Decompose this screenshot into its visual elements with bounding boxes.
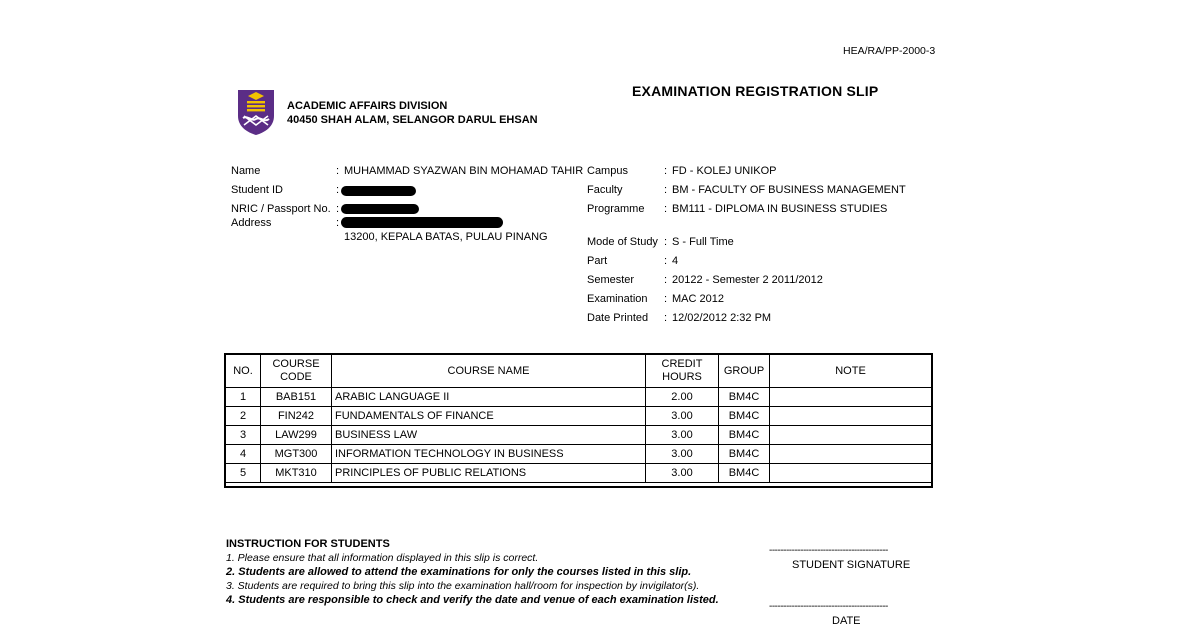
cell-credit: 3.00	[646, 445, 719, 464]
colon: :	[664, 274, 668, 286]
colon: :	[664, 203, 668, 215]
instruction-item: 4. Students are responsible to check and verify the date and venue of each examination listed.	[226, 594, 719, 606]
header-no: NO.	[225, 354, 261, 388]
cell-group: BM4C	[719, 407, 770, 426]
programme-label: Programme	[587, 203, 645, 215]
header-group: GROUP	[719, 354, 770, 388]
mode-value: S - Full Time	[672, 236, 734, 248]
cell-credit: 3.00	[646, 464, 719, 483]
cell-credit: 3.00	[646, 426, 719, 445]
part-label: Part	[587, 255, 608, 267]
faculty-label: Faculty	[587, 184, 623, 196]
nric-label: NRIC / Passport No.	[231, 203, 331, 215]
table-footer-spacer	[225, 483, 932, 488]
instruction-item: 2. Students are allowed to attend the examinations for only the courses listed in this slip.	[226, 566, 692, 578]
cell-group: BM4C	[719, 426, 770, 445]
header-note: NOTE	[770, 354, 933, 388]
programme-value: BM111 - DIPLOMA IN BUSINESS STUDIES	[672, 203, 888, 215]
cell-no: 4	[225, 445, 261, 464]
cell-course-code: MGT300	[261, 445, 332, 464]
division-address: 40450 SHAH ALAM, SELANGOR DARUL EHSAN	[287, 114, 538, 126]
campus-label: Campus	[587, 165, 628, 177]
date-line: ------------------------------------------	[769, 601, 888, 612]
semester-label: Semester	[587, 274, 635, 286]
faculty-value: BM - FACULTY OF BUSINESS MANAGEMENT	[672, 184, 906, 196]
colon: :	[664, 165, 668, 177]
table-header-row	[225, 354, 932, 388]
table-row	[225, 445, 932, 464]
colon: :	[336, 217, 340, 229]
form-code: HEA/RA/PP-2000-3	[843, 45, 936, 57]
address-label: Address	[231, 217, 272, 229]
cell-course-code: MKT310	[261, 464, 332, 483]
cell-group: BM4C	[719, 388, 770, 407]
instruction-item: 1. Please ensure that all information displayed in this slip is correct.	[226, 552, 539, 564]
address-line-2: 13200, KEPALA BATAS, PULAU PINANG	[344, 231, 548, 243]
cell-group: BM4C	[719, 464, 770, 483]
cell-credit: 2.00	[646, 388, 719, 407]
colon: :	[336, 203, 340, 215]
examination-value: MAC 2012	[672, 293, 724, 305]
name-label: Name	[231, 165, 261, 177]
cell-no: 3	[225, 426, 261, 445]
table-row	[225, 464, 932, 483]
cell-course-name: ARABIC LANGUAGE II	[332, 388, 646, 407]
document-title: EXAMINATION REGISTRATION SLIP	[632, 83, 879, 99]
cell-credit: 3.00	[646, 407, 719, 426]
redaction-mark	[341, 217, 503, 228]
spacer-cell	[225, 483, 932, 488]
colon: :	[664, 184, 668, 196]
date-printed-value: 12/02/2012 2:32 PM	[672, 312, 772, 324]
division-name: ACADEMIC AFFAIRS DIVISION	[287, 100, 448, 112]
campus-value: FD - KOLEJ UNIKOP	[672, 165, 777, 177]
table-row	[225, 388, 932, 407]
cell-course-code: LAW299	[261, 426, 332, 445]
table-row	[225, 407, 932, 426]
semester-value: 20122 - Semester 2 2011/2012	[672, 274, 823, 286]
cell-course-code: FIN242	[261, 407, 332, 426]
cell-course-code: BAB151	[261, 388, 332, 407]
colon: :	[664, 293, 668, 305]
cell-course-name: INFORMATION TECHNOLOGY IN BUSINESS	[332, 445, 646, 464]
course-table	[224, 353, 933, 488]
redaction-mark	[341, 186, 416, 196]
colon: :	[336, 165, 340, 177]
cell-course-name: BUSINESS LAW	[332, 426, 646, 445]
mode-label: Mode of Study	[587, 236, 658, 248]
cell-no: 2	[225, 407, 261, 426]
colon: :	[664, 236, 668, 248]
date-label: DATE	[832, 615, 861, 627]
cell-no: 1	[225, 388, 261, 407]
header-course-code	[261, 354, 332, 388]
header-credit-line1: CREDIT	[661, 358, 703, 370]
cell-course-name: PRINCIPLES OF PUBLIC RELATIONS	[332, 464, 646, 483]
cell-note	[770, 445, 933, 464]
part-value: 4	[672, 255, 679, 267]
date-printed-label: Date Printed	[587, 312, 649, 324]
instructions-title: INSTRUCTION FOR STUDENTS	[226, 538, 390, 550]
student-name: MUHAMMAD SYAZWAN BIN MOHAMAD TAHIR	[344, 165, 584, 177]
cell-note	[770, 388, 933, 407]
student-id-label: Student ID	[231, 184, 283, 196]
cell-note	[770, 426, 933, 445]
colon: :	[336, 184, 340, 196]
header-credit-hours	[646, 354, 719, 388]
cell-note	[770, 407, 933, 426]
cell-no: 5	[225, 464, 261, 483]
header-code-line1: COURSE	[272, 358, 320, 370]
header-code-line2: CODE	[280, 371, 312, 383]
cell-group: BM4C	[719, 445, 770, 464]
colon: :	[664, 255, 668, 267]
university-logo-icon	[236, 88, 276, 136]
header-credit-line2: HOURS	[662, 371, 702, 383]
cell-course-name: FUNDAMENTALS OF FINANCE	[332, 407, 646, 426]
examination-label: Examination	[587, 293, 648, 305]
instruction-item: 3. Students are required to bring this slip into the examination hall/room for inspection by invigilator(s).	[226, 580, 700, 592]
colon: :	[664, 312, 668, 324]
student-signature-label: STUDENT SIGNATURE	[792, 559, 911, 571]
header-course-name: COURSE NAME	[332, 354, 646, 388]
signature-line: ------------------------------------------	[769, 545, 888, 556]
table-row	[225, 426, 932, 445]
redaction-mark	[341, 204, 419, 214]
cell-note	[770, 464, 933, 483]
